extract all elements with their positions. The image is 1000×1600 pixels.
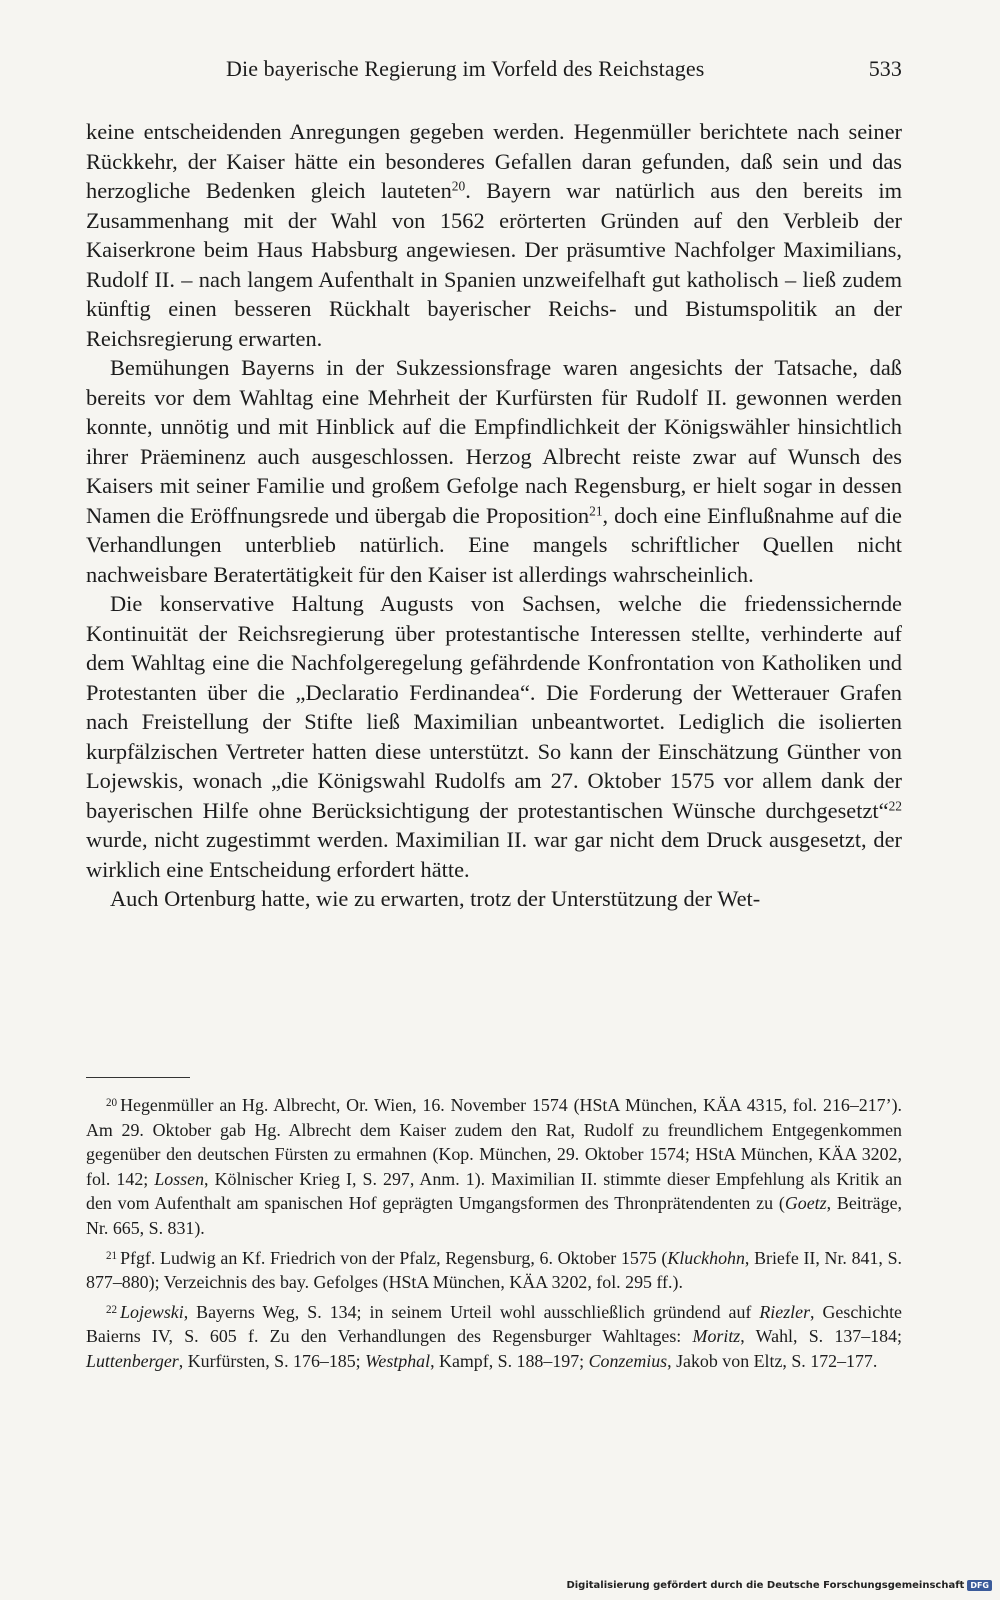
paragraph xyxy=(86,117,902,353)
dfg-logo: DFG xyxy=(967,1580,992,1591)
author-name: Kluckhohn xyxy=(667,1247,745,1268)
footnotes xyxy=(86,1093,902,1379)
footnote-divider xyxy=(86,1077,190,1078)
paragraph-text: keine entscheidenden Anregungen gegeben werden. Hegenmüller berichtete nach seiner Rückkehr, der Kaiser hätte ein besonderes Gefallen daran gefunden, daß sein und das herzogliche Bedenken gleich lauteten xyxy=(86,119,902,203)
footnote xyxy=(86,1246,902,1295)
paragraph xyxy=(86,884,902,914)
footnote-text: , Kölnischer Krieg I, S. 297, Anm. 1). Maximilian II. stimmte dieser Empfehlung als Kritik an den vom Aufenthalt am spanischen Hof geprägten Umgangsformen des Thronprätendenten zu ( xyxy=(86,1168,902,1214)
paragraph-text: , doch eine Einflußnahme auf die Verhandlungen unterblieb natürlich. Eine mangels schriftlicher Quellen nicht nachweisbare Beratertätigkeit für den Kaiser ist allerdings wahrscheinlich. xyxy=(86,502,902,587)
author-name: Westphal xyxy=(365,1350,431,1371)
footnote-ref: 20 xyxy=(451,178,466,194)
footnote-text: , Wahl, S. 137–184; xyxy=(740,1326,902,1347)
paragraph-text: wurde, nicht zugestimmt werden. Maximilian II. war gar nicht dem Druck ausgesetzt, der wirklich eine Entscheidung erfordert hätte. xyxy=(86,827,902,882)
footnote-text: , Geschichte Baierns IV, S. 605 f. Zu den Verhandlungen des Regensburger Wahltages: xyxy=(86,1301,902,1347)
footnote-text: Hegenmüller an Hg. Albrecht, Or. Wien, 16. November 1574 (HStA München, KÄA 4315, fol. 216–217’). Am 29. Oktober gab Hg. Albrecht dem Kaiser zudem den Rat, Rudolf zu freundlichem Entgegenkommen gegenüber den deutschen Fürsten zu ermahnen (Kop. München, 29. Oktober 1574; HStA München, KÄA 3202, fol. 142; xyxy=(86,1095,902,1189)
footnote-number: 22 xyxy=(106,1303,118,1316)
running-title: Die bayerische Regierung im Vorfeld des Reichstages xyxy=(226,56,705,81)
paragraph-text: . Bayern war natürlich aus den bereits im Zusammenhang mit der Wahl von 1562 erörterten Gründen auf den Verbleib der Kaiserkrone beim Haus Habsburg angewiesen. Der präsumtive Nachfolger Maximilians, Rudolf II. – nach langem Aufenthalt in Spanien unzweifelhaft gut katholisch – ließ zudem künftig einen besseren Rückhalt bayerischer Reichs- und Bistumspolitik an der Reichsregierung erwarten. xyxy=(86,178,902,351)
credit-text: Digitalisierung gefördert durch die Deutsche Forschungsgemeinschaft xyxy=(566,1579,965,1591)
page-number: 533 xyxy=(868,56,902,81)
footnote-text: , Bayerns Weg, S. 134; in seinem Urteil wohl ausschließlich gründend auf xyxy=(183,1301,760,1322)
running-head xyxy=(86,56,902,86)
footnote-text: , Briefe II, Nr. 841, S. 877–880); Verzeichnis des bay. Gefolges (HStA München, KÄA 3202, fol. 295 ff.). xyxy=(86,1247,902,1293)
footnote-ref: 22 xyxy=(888,798,902,814)
paragraph xyxy=(86,589,902,884)
author-name: Luttenberger xyxy=(86,1350,179,1371)
paragraph-text: Die konservative Haltung Augusts von Sachsen, welche die friedenssichernde Kontinuität der Reichsregierung über protestantische Interessen stellte, verhinderte auf dem Wahltag eine die Nachfolgeregelung gefährdende Konfrontation von Katholiken und Protestanten über die „Declaratio Ferdinandea“. Die Forderung der Wetterauer Grafen nach Freistellung der Stifte ließ Maximilian unbeantwortet. Lediglich die isolierten kurpfälzischen Vertreter hatten diese unterstützt. So kann der Einschätzung Günther von Lojewskis, wonach „die Königswahl Rudolfs am 27. Oktober 1575 vor allem dank der bayerischen Hilfe ohne Berücksichtigung der protestantischen Wünsche durchgesetzt“ xyxy=(86,591,902,823)
paragraph-text: Auch Ortenburg hatte, wie zu erwarten, trotz der Unterstützung der Wet- xyxy=(110,886,761,911)
footnote xyxy=(86,1300,902,1374)
footnote-text: , Jakob von Eltz, S. 172–177. xyxy=(667,1350,878,1371)
footnote-text: , Kampf, S. 188–197; xyxy=(430,1350,589,1371)
author-name: Goetz xyxy=(784,1193,827,1214)
footnote-ref: 21 xyxy=(589,503,603,519)
footnote xyxy=(86,1093,902,1241)
footnote-number: 20 xyxy=(106,1097,118,1110)
footnote-text: Pfgf. Ludwig an Kf. Friedrich von der Pfalz, Regensburg, 6. Oktober 1575 ( xyxy=(120,1247,668,1268)
footnote-text: , Beiträge, Nr. 665, S. 831). xyxy=(86,1193,902,1238)
author-name: Conzemius xyxy=(588,1350,668,1371)
paragraph xyxy=(86,353,902,589)
footnote-text: , Kurfürsten, S. 176–185; xyxy=(178,1350,366,1371)
author-name: Riezler xyxy=(759,1301,811,1322)
paragraph-text: Bemühungen Bayerns in der Sukzessionsfrage waren angesichts der Tatsache, daß bereits vor dem Wahltag eine Mehrheit der Kurfürsten für Rudolf II. gewonnen werden konnte, unnötig und mit Hinblick auf die Empfindlichkeit der Königswähler hinsichtlich ihrer Präeminenz auch ausgeschlossen. Herzog Albrecht reiste zwar auf Wunsch des Kaisers mit seiner Familie und großem Gefolge nach Regensburg, er hielt sogar in dessen Namen die Eröffnungsrede und übergab die Proposition xyxy=(86,355,902,528)
digitization-credit xyxy=(566,1576,992,1594)
main-text xyxy=(86,117,902,914)
footnote-number: 21 xyxy=(106,1249,118,1262)
author-name: Lossen xyxy=(154,1168,205,1189)
author-name: Moritz xyxy=(692,1326,741,1347)
author-name: Lojewski xyxy=(120,1301,184,1322)
